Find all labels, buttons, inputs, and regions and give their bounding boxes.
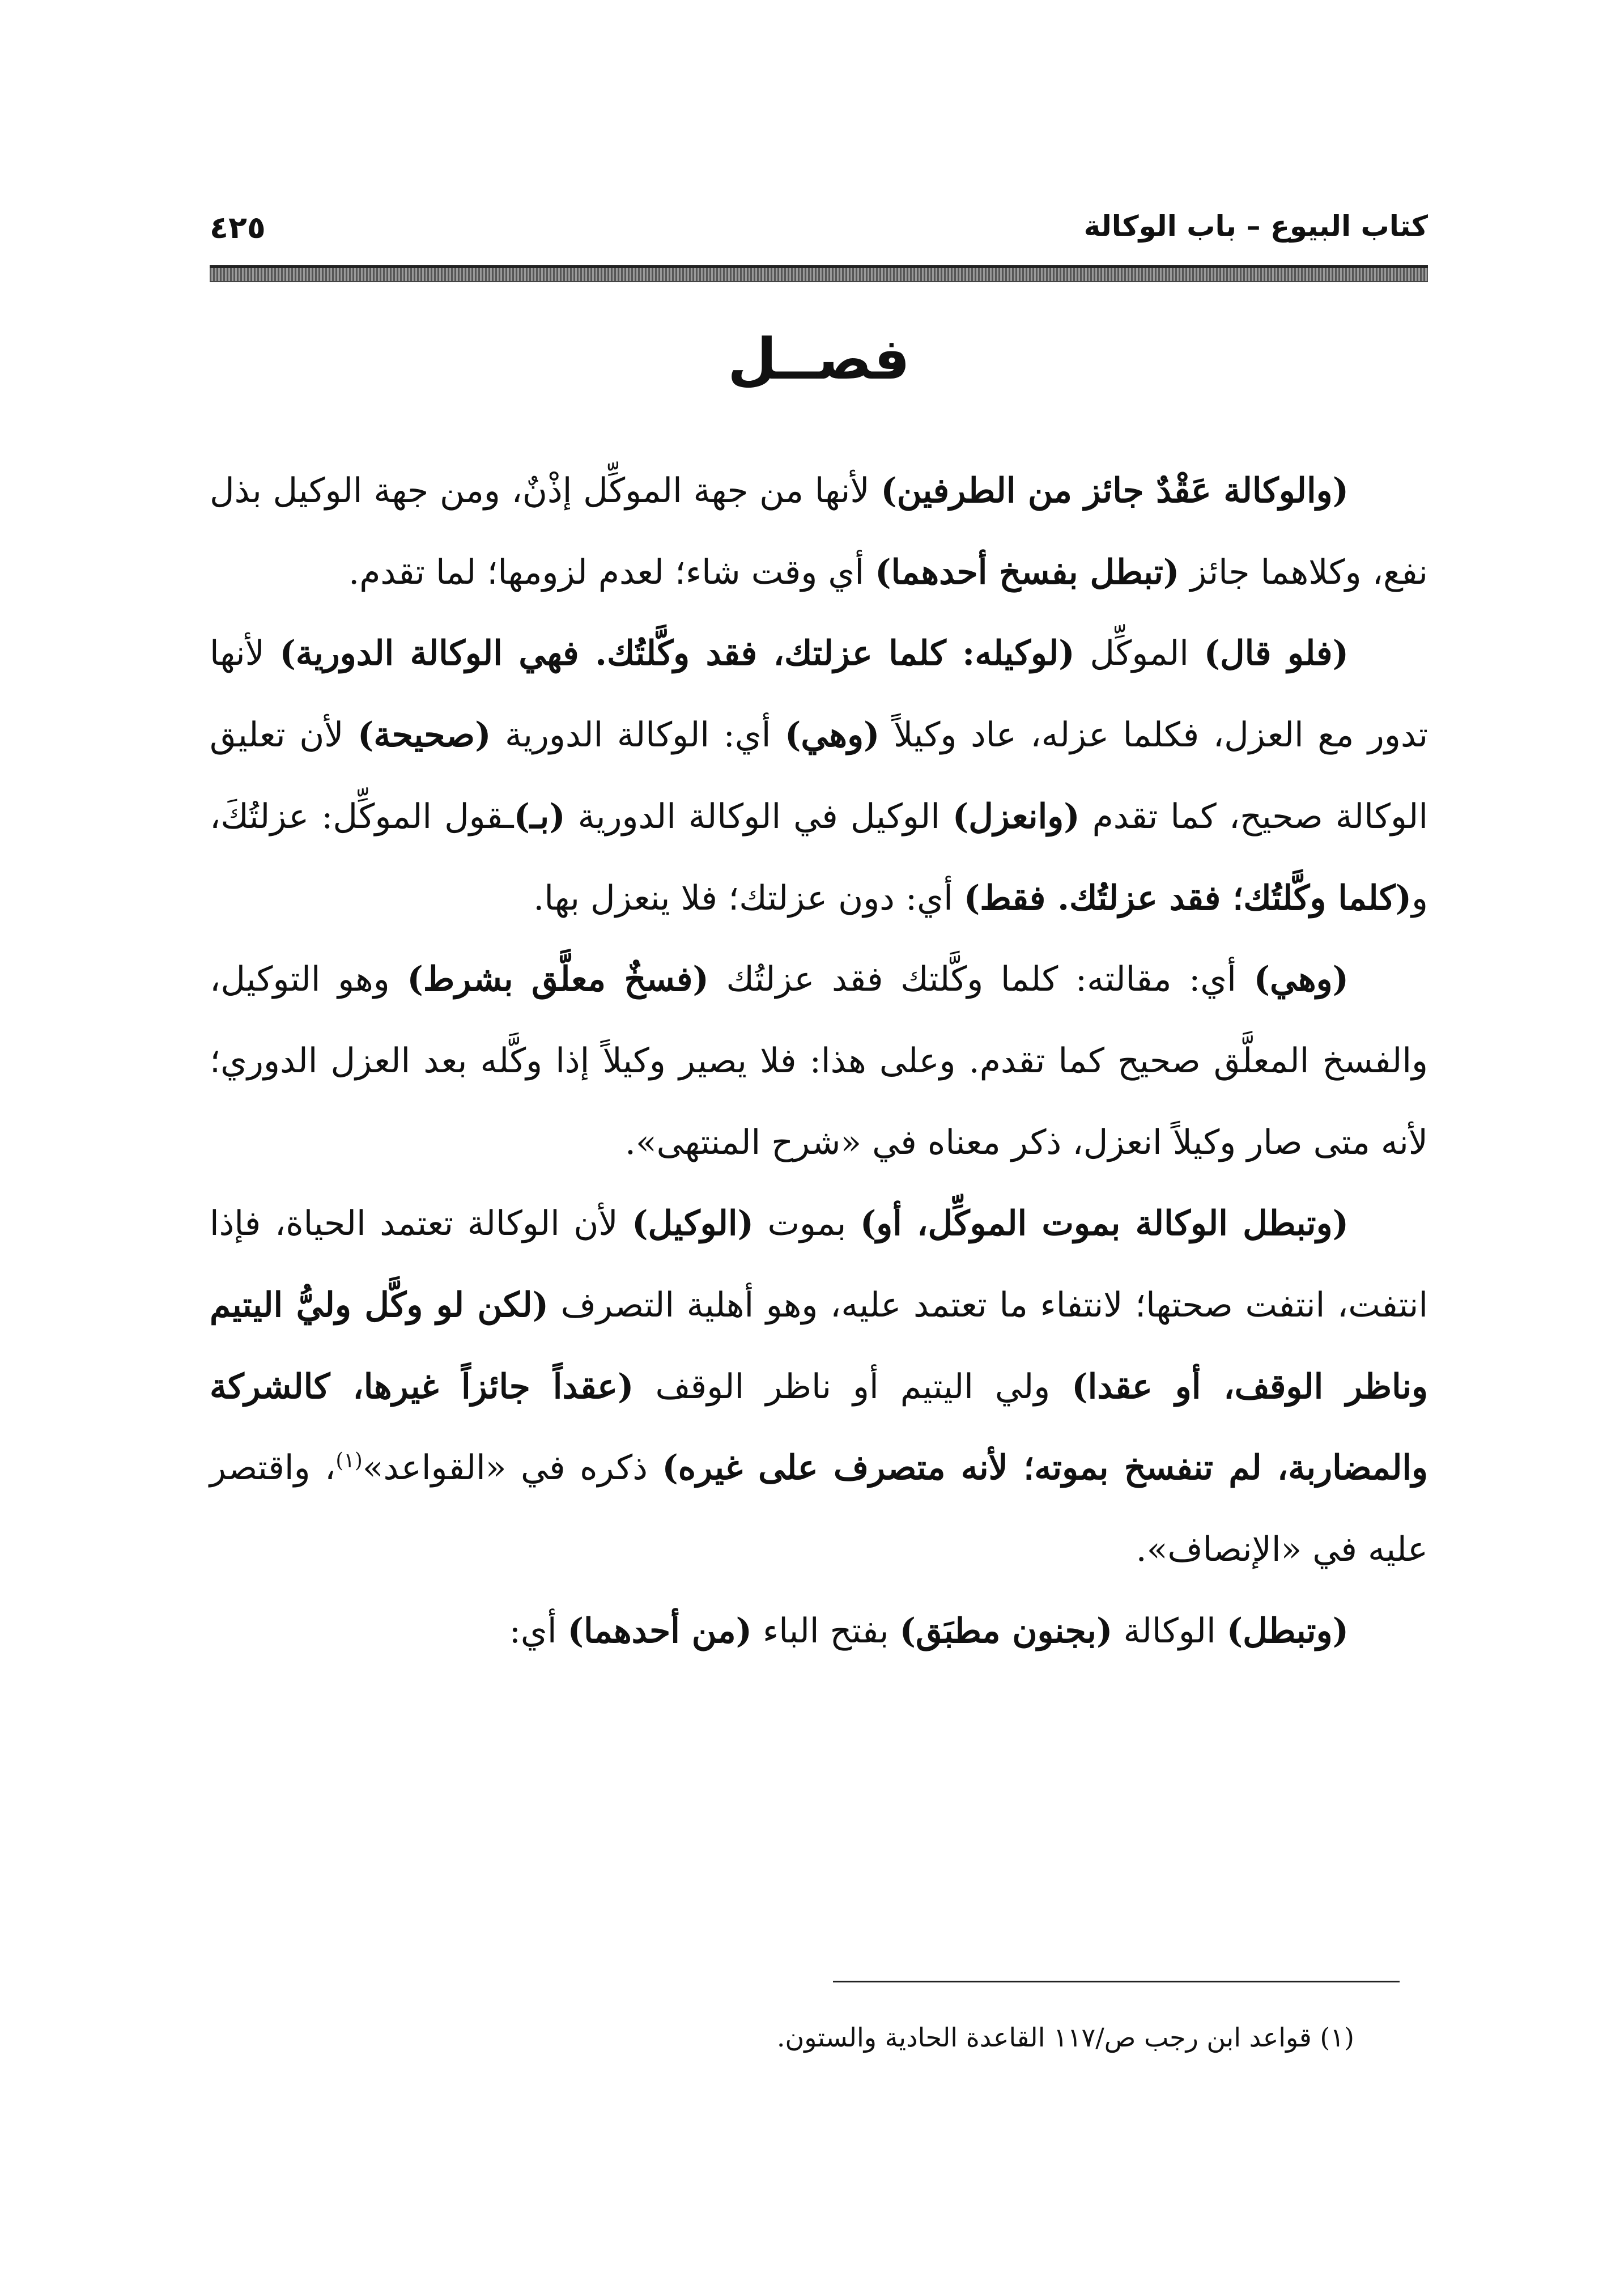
paragraph bbox=[210, 1183, 1428, 1591]
sharh-text: أي وقت شاء؛ لعدم لزومها؛ لما تقدم. bbox=[348, 552, 875, 592]
sharh-text: ذكره في «القواعد» bbox=[362, 1448, 662, 1488]
matn-text: (فسخٌ معلَّق بشرط) bbox=[407, 959, 709, 1000]
matn-text: (بـ) bbox=[513, 796, 566, 836]
matn-text: (عقداً جائزاً غيرها، كالشركة والمضاربة، لم تنفسخ بموته؛ لأنه متصرف على غيره) bbox=[210, 1366, 1428, 1488]
sharh-text: الوكالة bbox=[1112, 1611, 1227, 1651]
matn-text: (لكن لو وكَّل وليُّ اليتيم وناظر الوقف، أو عقدا) bbox=[210, 1285, 1428, 1407]
matn-text: (وهي) bbox=[785, 715, 880, 755]
sharh-text: الوكيل في الوكالة الدورية bbox=[565, 796, 953, 836]
sharh-text: أي: دون عزلتك؛ فلا ينعزل بها. bbox=[533, 878, 964, 918]
sharh-text: الموكِّل bbox=[1074, 634, 1204, 674]
running-head-title: كتاب البيوع – باب الوكالة bbox=[1083, 210, 1428, 243]
footnote: (١) قواعد ابن رجب ص/١١٧ القاعدة الحادية والستون. bbox=[776, 2022, 1354, 2053]
paragraph bbox=[210, 939, 1428, 1183]
section-heading: فصــل bbox=[728, 326, 910, 392]
matn-text: (وانعزل) bbox=[952, 796, 1080, 836]
matn-text: (لوكيله: كلما عزلتك، فقد وكَّلتُك. فهي الوكالة الدورية) bbox=[279, 634, 1075, 674]
sharh-text: ولي اليتيم أو ناظر الوقف bbox=[634, 1366, 1072, 1407]
matn-text: (وتبطل) bbox=[1226, 1611, 1349, 1651]
paragraph bbox=[210, 1591, 1428, 1672]
sharh-text: بموت bbox=[753, 1204, 860, 1244]
footnote-rule bbox=[833, 1981, 1400, 1982]
body-text bbox=[210, 451, 1428, 1672]
sharh-text: ، واقتصر عليه في «الإنصاف». bbox=[210, 1448, 1428, 1570]
sharh-text: لأنها من جهة الموكِّل إذْنٌ، ومن جهة الوكيل بذل نفع، وكلاهما جائز bbox=[210, 471, 1428, 592]
header-rule bbox=[210, 265, 1428, 282]
sharh-text: ـقول الموكِّل: عزلتُكَ، و bbox=[210, 796, 1428, 918]
matn-text: (وهي) bbox=[1253, 959, 1349, 1000]
matn-text: (بجنون مطبَق) bbox=[899, 1611, 1113, 1651]
sharh-text: أي: مقالته: كلما وكَّلتك فقد عزلتُك bbox=[708, 959, 1254, 1000]
paragraph bbox=[210, 451, 1428, 613]
sharh-text: وهو التوكيل، والفسخ المعلَّق صحيح كما تقدم. وعلى هذا: فلا يصير وكيلاً إذا وكَّله بعد العزل الدوري؛ لأنه متى صار وكيلاً انعزل، ذكر معناه في «شرح المنتهى». bbox=[210, 959, 1428, 1162]
matn-text: (الوكيل) bbox=[632, 1204, 754, 1244]
matn-text: (وتبطل الوكالة بموت الموكِّل، أو) bbox=[860, 1204, 1349, 1244]
sharh-text: لأن تعليق الوكالة صحيح، كما تقدم bbox=[210, 715, 1428, 836]
matn-text: (صحيحة) bbox=[358, 715, 491, 755]
matn-text: (كلما وكَّلتُك؛ فقد عزلتُك. فقط) bbox=[963, 878, 1412, 918]
matn-text: (والوكالة عَقْدٌ جائز من الطرفين) bbox=[881, 471, 1349, 511]
matn-text: (من أحدهما) bbox=[567, 1611, 752, 1651]
sharh-text: أي: bbox=[509, 1611, 568, 1651]
page-number: ٤٢٥ bbox=[210, 210, 266, 245]
running-head bbox=[210, 204, 1428, 249]
sharh-text: أي: الوكالة الدورية bbox=[491, 715, 785, 755]
matn-text: (فلو قال) bbox=[1204, 634, 1349, 674]
sharh-text: بفتح الباء bbox=[751, 1611, 900, 1651]
paragraph bbox=[210, 613, 1428, 939]
matn-text: (تبطل بفسخ أحدهما) bbox=[875, 552, 1180, 592]
sharh-text: لأن الوكالة تعتمد الحياة، فإذا انتفت، انتفت صحتها؛ لانتفاء ما تعتمد عليه، وهو أهلية التصرف bbox=[210, 1204, 1428, 1326]
sharh-text: لأنها تدور مع العزل، فكلما عزله، عاد وكيلاً bbox=[210, 634, 1429, 755]
footnote-marker: (١) bbox=[335, 1449, 363, 1473]
